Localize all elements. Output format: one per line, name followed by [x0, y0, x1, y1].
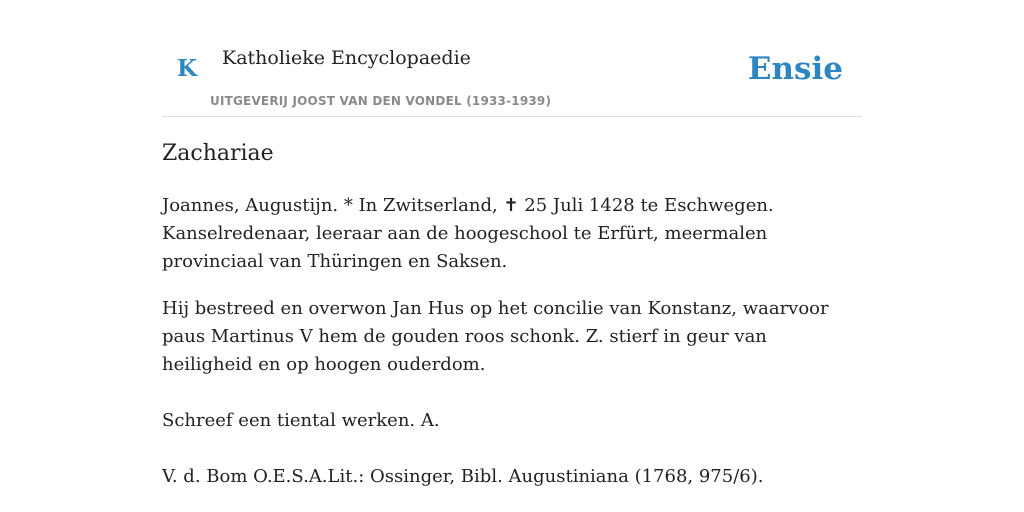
encyclopedia-logo-icon[interactable]: K: [177, 55, 197, 82]
site-title-link[interactable]: Katholieke Encyclopaedie: [222, 47, 471, 69]
site-header: [162, 32, 862, 117]
publisher-label: UITGEVERIJ JOOST VAN DEN VONDEL (1933-1939): [210, 94, 552, 108]
article-paragraph: Joannes, Augustijn. * In Zwitserland, ✝ 25 Juli 1428 te Eschwegen. Kanselredenaar, leeraar aan de hoogeschool te Erfürt, meermalen provinciaal van Thüringen en Saksen.: [162, 195, 774, 272]
article-paragraph: Hij bestreed en overwon Jan Hus op het concilie van Konstanz, waarvoor paus Martinus V hem de gouden roos schonk. Z. stierf in geur van heiligheid en op hoogen ouderdom.: [162, 298, 829, 375]
article-paragraph: V. d. Bom O.E.S.A.Lit.: Ossinger, Bibl. Augustiniana (1768, 975/6).: [162, 466, 764, 487]
ensie-logo-link[interactable]: Ensie: [747, 51, 843, 87]
article-title: Zachariae: [162, 141, 274, 166]
article-paragraph: Schreef een tiental werken. A.: [162, 410, 440, 431]
article: [162, 138, 862, 491]
